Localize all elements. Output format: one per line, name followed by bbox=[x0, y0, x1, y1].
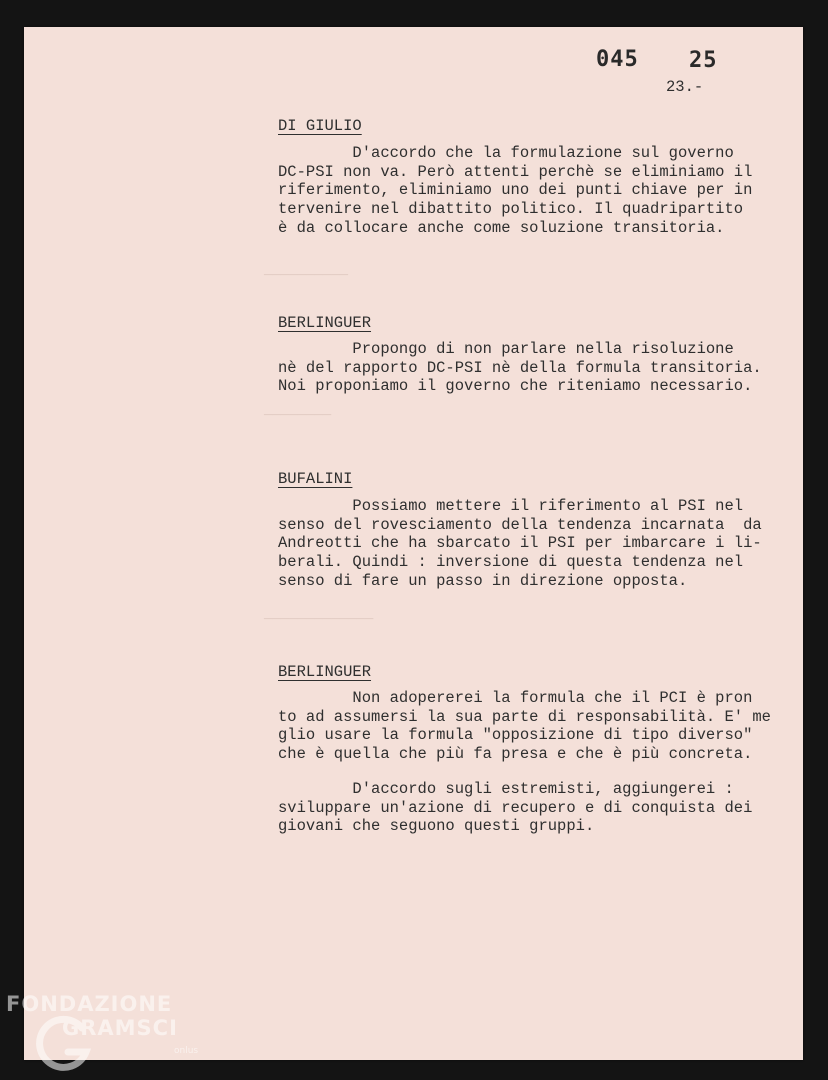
fondazione-gramsci-logo bbox=[6, 992, 206, 1076]
logo-onlus: onlus bbox=[174, 1046, 199, 1056]
bleed-through-text: ──────── bbox=[264, 408, 332, 424]
bleed-through-text: ────────── bbox=[264, 268, 349, 284]
logo-line1: FONDAZIONE bbox=[6, 992, 173, 1016]
document-page bbox=[24, 27, 803, 1060]
speaker-name: BERLINGUER bbox=[278, 314, 372, 332]
speech-paragraph: Possiamo mettere il riferimento al PSI nel senso del rovesciamento della tendenza incarnata da Andreotti che ha sbarcato il PSI per imbarcare i li- berali. Quindi : inversione di questa tendenza nel senso di fare un passo in direzione opposta. bbox=[278, 497, 762, 590]
speaker-name: BUFALINI bbox=[278, 470, 353, 488]
archive-stamp-number: 045 bbox=[596, 47, 639, 72]
logo-line2: GRAMSCI bbox=[62, 1016, 178, 1040]
speaker-name: BERLINGUER bbox=[278, 663, 372, 681]
speech-paragraph: Non adopererei la formula che il PCI è pron to ad assumersi la sua parte di responsabilità. E' me glio usare la formula "opposizione di tipo diverso" che è quella che più fa presa e che è più concreta. bbox=[278, 689, 771, 764]
speech-paragraph: D'accordo sugli estremisti, aggiungerei : sviluppare un'azione di recupero e di conquista dei giovani che seguono questi gruppi. bbox=[278, 780, 753, 836]
bleed-through-text: ───────────── bbox=[264, 612, 374, 628]
speech-paragraph: D'accordo che la formulazione sul governo DC-PSI non va. Però attenti perchè se eliminiamo il riferimento, eliminiamo uno dei punti chiave per in tervenire nel dibattito politico. Il quadripartito è da collocare anche come soluzione transitoria. bbox=[278, 144, 753, 237]
speech-paragraph: Propongo di non parlare nella risoluzione nè del rapporto DC-PSI nè della formula transitoria. Noi proponiamo il governo che riteniamo necessario. bbox=[278, 340, 762, 396]
page-number: 23.- bbox=[666, 78, 704, 96]
archive-stamp-sheet: 25 bbox=[689, 48, 718, 73]
speaker-name: DI GIULIO bbox=[278, 117, 362, 135]
